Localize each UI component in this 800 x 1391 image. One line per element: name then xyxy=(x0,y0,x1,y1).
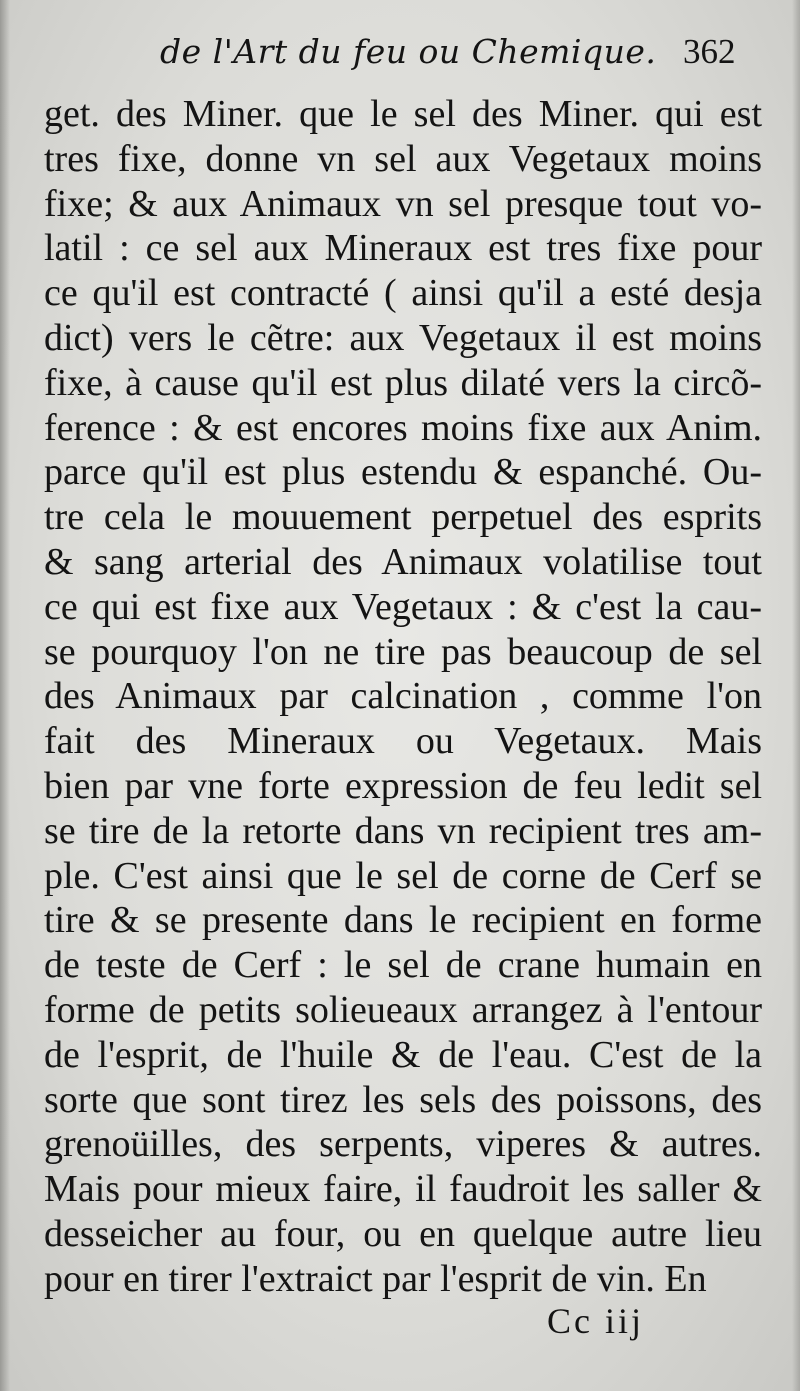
text-line: pour en tirer l'extraict par l'esprit de vin. En xyxy=(44,1257,707,1300)
text-line: fait des Mineraux ou Vegetaux. Mais xyxy=(44,720,762,763)
text-line: latil : ce sel aux Mineraux est tres fixe pour xyxy=(44,227,762,270)
text-line: bien par vne forte expression de feu ledit sel xyxy=(44,764,762,807)
running-head xyxy=(0,26,800,86)
text-line: desseicher au four, ou en quelque autre lieu xyxy=(44,1212,762,1255)
page-number: 362 xyxy=(683,32,736,71)
text-line: ce qu'il est contracté ( ainsi qu'il a esté desja xyxy=(44,272,762,315)
text-line: grenoüilles, des serpents, viperes & autres. xyxy=(44,1123,762,1166)
text-line: de teste de Cerf : le sel de crane humain en xyxy=(44,944,762,987)
text-line: ce qui est fixe aux Vegetaux : & c'est la cau- xyxy=(44,585,762,628)
text-line: fixe; & aux Animaux vn sel presque tout vo- xyxy=(44,182,762,225)
text-line: dict) vers le cẽtre: aux Vegetaux il est moins xyxy=(44,316,762,359)
text-line: get. des Miner. que le sel des Miner. qui est xyxy=(44,93,762,135)
body-text xyxy=(44,92,762,1302)
page-edge-shadow-left xyxy=(0,0,10,1391)
text-line: se tire de la retorte dans vn recipient tres am- xyxy=(44,809,762,852)
text-line: Mais pour mieux faire, il faudroit les saller & xyxy=(44,1168,762,1211)
text-line: parce qu'il est plus estendu & espanché. Ou- xyxy=(44,451,762,494)
text-line: sorte que sont tirez les sels des poissons, des xyxy=(44,1078,762,1121)
running-head-title: de l'Art du feu ou Chemique. xyxy=(160,32,657,71)
text-line: tre cela le mouuement perpetuel des esprits xyxy=(44,496,762,539)
text-line: fixe, à cause qu'il est plus dilaté vers la circõ- xyxy=(44,361,762,404)
text-line: ference : & est encores moins fixe aux Anim. xyxy=(44,406,762,449)
text-line: tire & se presente dans le recipient en forme xyxy=(44,899,762,942)
text-line: forme de petits solieueaux arrangez à l'entour xyxy=(44,988,762,1031)
text-line: & sang arterial des Animaux volatilise tout xyxy=(44,540,762,583)
text-line: des Animaux par calcination , comme l'on xyxy=(44,675,762,718)
text-line: ple. C'est ainsi que le sel de corne de Cerf se xyxy=(44,854,762,897)
text-line: de l'esprit, de l'huile & de l'eau. C'est de la xyxy=(44,1033,762,1076)
text-line: se pourquoy l'on ne tire pas beaucoup de sel xyxy=(44,630,762,673)
page-edge-shadow-right xyxy=(792,0,800,1391)
signature-mark: Cc iij xyxy=(547,1301,644,1341)
text-line: tres fixe, donne vn sel aux Vegetaux moins xyxy=(44,137,762,180)
